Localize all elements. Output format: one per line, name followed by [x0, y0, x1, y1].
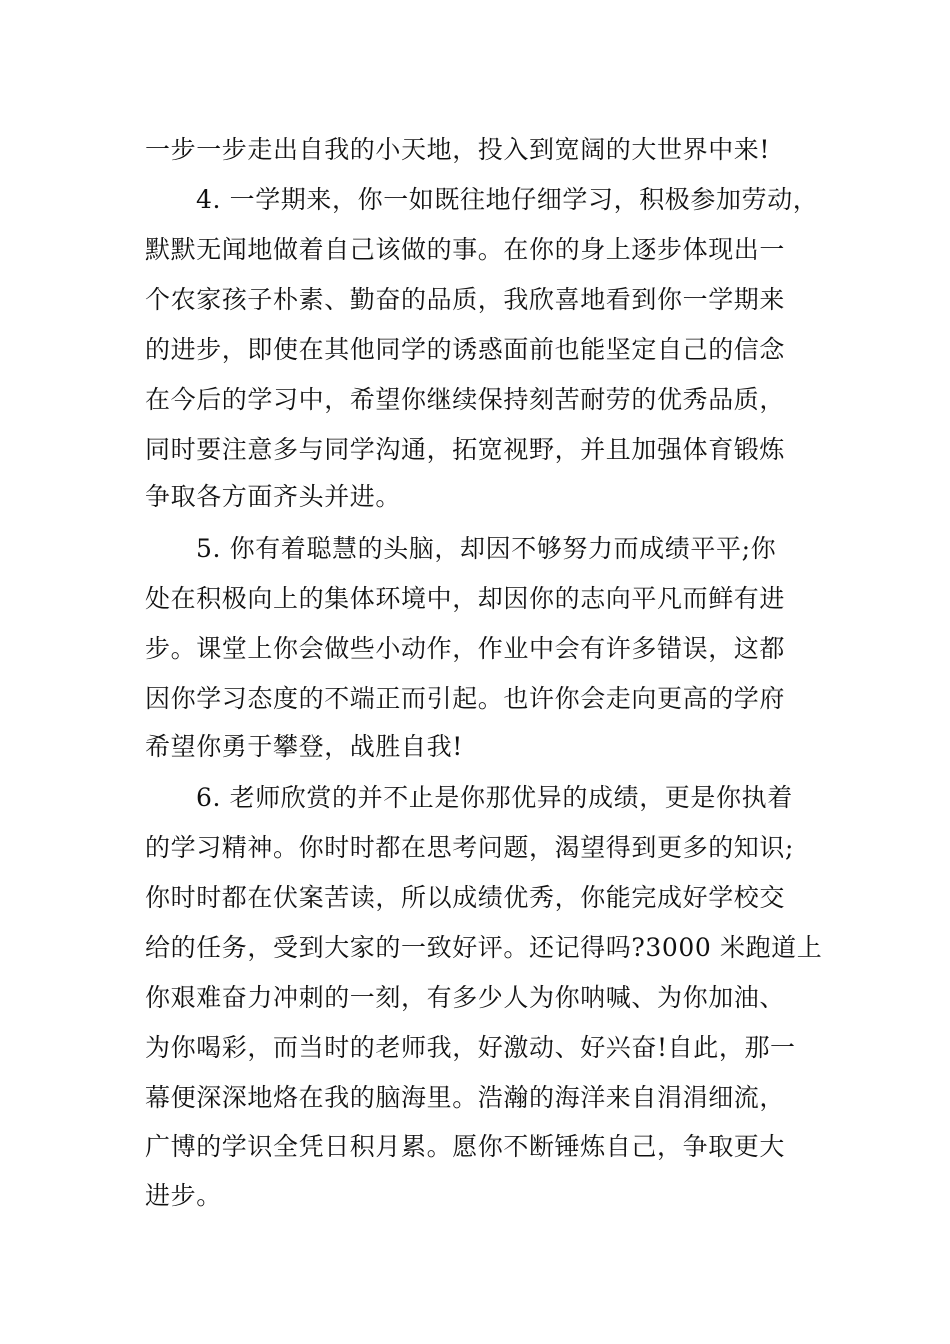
text-line: 的学习精神。你时时都在思考问题，渴望得到更多的知识; — [145, 833, 795, 862]
paragraph-5-start: 5. 你有着聪慧的头脑，却因不够努力而成绩平平;你 — [196, 534, 777, 563]
text-line: 为你喝彩，而当时的老师我，好激动、好兴奋!自此，那一 — [145, 1033, 796, 1062]
text-line: 幕便深深地烙在我的脑海里。浩瀚的海洋来自涓涓细流， — [145, 1083, 786, 1112]
text-line: 你时时都在伏案苦读，所以成绩优秀，你能完成好学校交 — [145, 883, 786, 912]
text-line: 处在积极向上的集体环境中，却因你的志向平凡而鲜有进 — [145, 584, 786, 613]
text-line: 同时要注意多与同学沟通，拓宽视野，并且加强体育锻炼 — [145, 435, 786, 464]
text-line: 你艰难奋力冲刺的一刻，有多少人为你呐喊、为你加油、 — [145, 983, 786, 1012]
text-line: 广博的学识全凭日积月累。愿你不断锤炼自己，争取更大 — [145, 1132, 786, 1161]
text-line: 争取各方面齐头并进。 — [145, 482, 402, 511]
text-line: 因你学习态度的不端正而引起。也许你会走向更高的学府 — [145, 684, 786, 713]
text-line: 步。课堂上你会做些小动作，作业中会有许多错误，这都 — [145, 634, 786, 663]
text-line: 给的任务，受到大家的一致好评。还记得吗?3000 米跑道上 — [145, 933, 823, 962]
text-line: 希望你勇于攀登，战胜自我! — [145, 732, 463, 761]
text-line: 默默无闻地做着自己该做的事。在你的身上逐步体现出一 — [145, 235, 786, 264]
text-line: 进步。 — [145, 1181, 222, 1210]
paragraph-4-start: 4. 一学期来，你一如既往地仔细学习，积极参加劳动， — [196, 185, 819, 214]
text-line: 个农家孩子朴素、勤奋的品质，我欣喜地看到你一学期来 — [145, 285, 786, 314]
text-line: 的进步，即使在其他同学的诱惑面前也能坚定自己的信念 — [145, 335, 786, 364]
text-line: 在今后的学习中，希望你继续保持刻苦耐劳的优秀品质， — [145, 385, 786, 414]
paragraph-6-start: 6. 老师欣赏的并不止是你那优异的成绩，更是你执着 — [196, 783, 793, 812]
text-line: 一步一步走出自我的小天地，投入到宽阔的大世界中来! — [145, 135, 771, 164]
